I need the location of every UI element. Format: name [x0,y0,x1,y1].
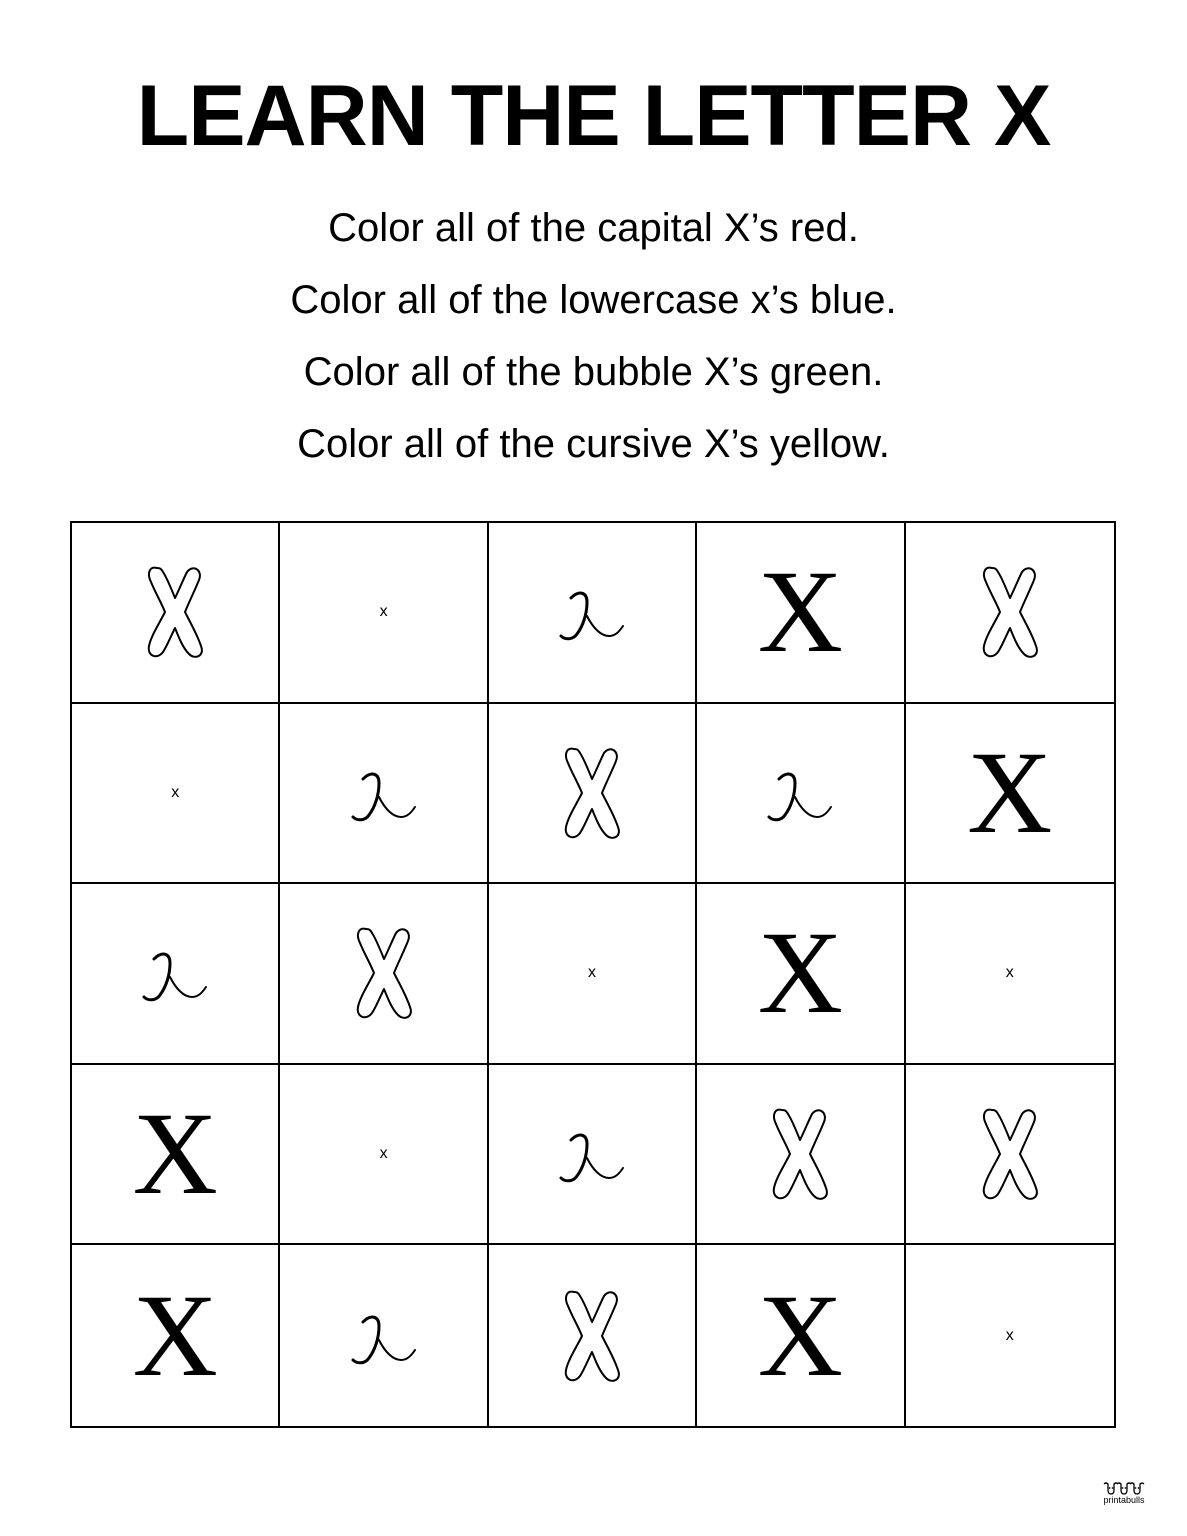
grid-cell [906,884,1114,1065]
capital-letter [757,1269,843,1401]
grid-cell [280,1245,488,1426]
lowercase-letter [380,603,388,621]
capital-letter [132,1269,218,1401]
lowercase-letter [1006,1327,1014,1345]
grid-cell [280,1065,488,1246]
logo-text: printabulls [1103,1495,1145,1505]
page-title: LEARN THE LETTER X [136,68,1051,164]
printabulls-logo [1095,1480,1153,1508]
cursive-letter [349,1304,419,1368]
grid-cell [489,1245,697,1426]
cursive-x-glyph [349,761,419,825]
capital-letter [757,546,843,678]
grid-cell [72,1065,280,1246]
bubble-x-glyph [352,923,416,1023]
lowercase-letter [588,964,596,982]
grid-cell [489,523,697,704]
capital-letter [967,726,1053,858]
lowercase-letter-text: x [1005,964,1014,982]
capital-letter-text: X [132,1269,218,1401]
cursive-x-glyph [557,1122,627,1186]
bubble-x-glyph [978,562,1042,662]
bubble-letter [978,562,1042,662]
lowercase-letter [171,784,179,802]
bubble-letter [560,1286,624,1386]
lowercase-letter-text: x [1005,1326,1014,1344]
cursive-letter [349,761,419,825]
grid-cell [489,884,697,1065]
grid-cell [697,1245,905,1426]
grid-cell [489,704,697,885]
capital-letter [132,1088,218,1220]
grid-cell [906,1245,1114,1426]
grid-cell [697,523,905,704]
instruction-cursive: Color all of the cursive X’s yellow. [297,422,890,466]
lowercase-letter [1006,964,1014,982]
cursive-letter [140,941,210,1005]
grid-cell [906,704,1114,885]
bubble-x-glyph [143,562,207,662]
lowercase-letter-text: x [379,603,388,621]
capital-letter-text: X [132,1088,218,1220]
cursive-letter [557,580,627,644]
cursive-x-glyph [557,580,627,644]
capital-letter-text: X [757,907,843,1039]
lowercase-letter [380,1145,388,1163]
grid-cell [280,704,488,885]
grid-cell [280,884,488,1065]
grid-cell [697,884,905,1065]
cursive-x-glyph [765,761,835,825]
grid-cell [906,1065,1114,1246]
capital-letter-text: X [757,546,843,678]
capital-letter-text: X [757,1269,843,1401]
cursive-x-glyph [349,1304,419,1368]
grid-cell [72,884,280,1065]
bubble-letter [143,562,207,662]
bubble-x-glyph [768,1104,832,1204]
bubble-x-glyph [978,1104,1042,1204]
bubble-letter [768,1104,832,1204]
lowercase-letter-text: x [379,1145,388,1163]
instruction-lowercase: Color all of the lowercase x’s blue. [290,278,897,322]
grid-cell [489,1065,697,1246]
bubble-letter [560,743,624,843]
lowercase-letter-text: x [587,964,596,982]
grid-cell [72,1245,280,1426]
capital-letter-text: X [967,726,1053,858]
grid-cell [906,523,1114,704]
grid-cell [280,523,488,704]
grid-cell [72,704,280,885]
grid-cell [697,1065,905,1246]
instruction-capital: Color all of the capital X’s red. [328,206,859,250]
bull-heads-logo-icon [1102,1480,1146,1496]
instructions [0,192,1187,480]
letter-grid [70,521,1116,1428]
bubble-x-glyph [560,743,624,843]
grid-cell [697,704,905,885]
instruction-bubble: Color all of the bubble X’s green. [303,350,884,394]
cursive-x-glyph [140,941,210,1005]
bubble-x-glyph [560,1286,624,1386]
bubble-letter [352,923,416,1023]
capital-letter [757,907,843,1039]
cursive-letter [557,1122,627,1186]
bubble-letter [978,1104,1042,1204]
lowercase-letter-text: x [171,783,180,801]
cursive-letter [765,761,835,825]
grid-cell [72,523,280,704]
